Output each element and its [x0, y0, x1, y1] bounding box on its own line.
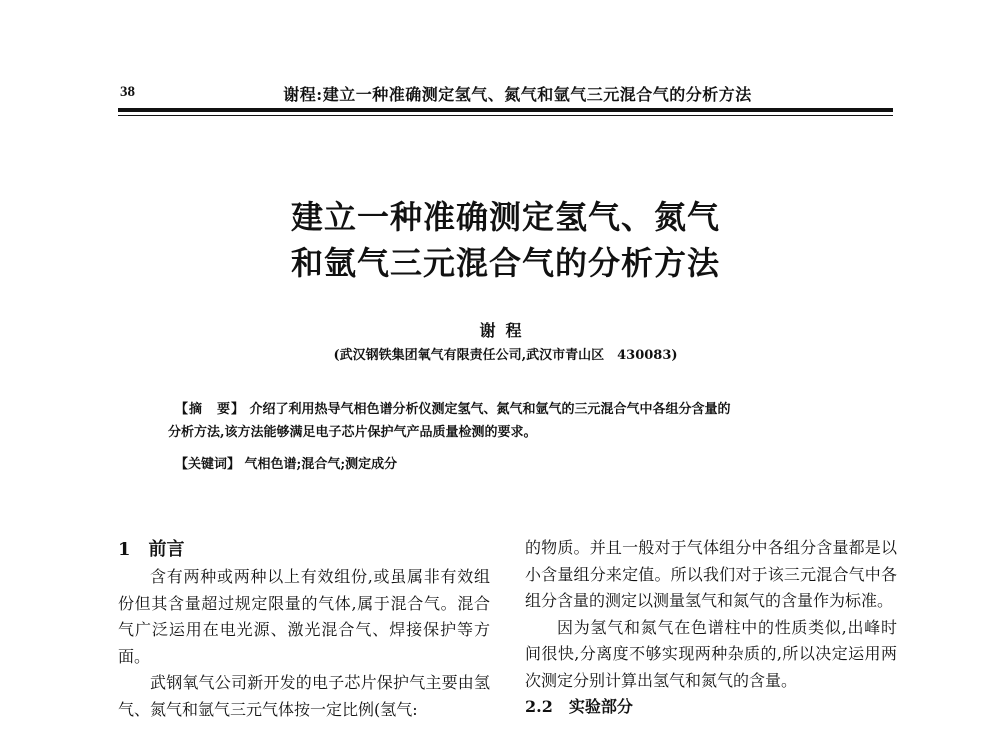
abstract-line-2: 分析方法,该方法能够满足电子芯片保护气产品质量检测的要求。	[168, 425, 537, 440]
right-subheading: 2.2 实验部分	[525, 697, 633, 716]
right-column	[525, 535, 897, 721]
keywords-label: 【关键词】	[175, 457, 241, 472]
section-heading-introduction: 1 前言	[118, 539, 185, 560]
author-affiliation: (武汉钢铁集团氧气有限责任公司,武汉市青山区 430083)	[333, 348, 678, 363]
page-number: 38	[120, 84, 135, 100]
left-paragraph-2: 武钢氧气公司新开发的电子芯片保护气主要由氢气、氮气和氩气三元气体按一定比例(氢气:	[118, 673, 490, 719]
header-rule-thick	[118, 108, 893, 112]
left-column	[118, 564, 490, 723]
keywords-block	[175, 453, 840, 472]
article-title-line-1: 建立一种准确测定氢气、氮气	[290, 198, 720, 236]
header-rule-thin	[118, 115, 893, 116]
author-name: 谢程	[479, 321, 532, 340]
abstract-text-1: 介绍了利用热导气相色谱分析仪测定氢气、氮气和氩气的三元混合气中各组分含量的	[249, 402, 731, 417]
keywords-text: 气相色谱;混合气;测定成分	[244, 457, 398, 472]
right-paragraph-1: 的物质。并且一般对于气体组分中各组分含量都是以小含量组分来定值。所以我们对于该三元混合气中各组分含量的测定以测量氢气和氮气的含量作为标准。	[525, 538, 897, 610]
article-title-line-2: 和氩气三元混合气的分析方法	[290, 244, 720, 282]
abstract-block	[168, 398, 840, 444]
abstract-line-1	[175, 398, 840, 421]
running-header-title: 谢程:建立一种准确测定氢气、氮气和氩气三元混合气的分析方法	[283, 85, 752, 104]
right-paragraph-2: 因为氢气和氮气在色谱柱中的性质类似,出峰时间很快,分离度不够实现两种杂质的,所以决定运用两次测定分别计算出氢气和氮气的含量。	[525, 617, 897, 690]
left-paragraph-1: 含有两种或两种以上有效组份,或虽属非有效组份但其含量超过规定限量的气体,属于混合气。混合气广泛运用在电光源、激光混合气、焊接保护等方面。	[118, 567, 490, 666]
abstract-label: 【摘 要】	[175, 402, 246, 417]
